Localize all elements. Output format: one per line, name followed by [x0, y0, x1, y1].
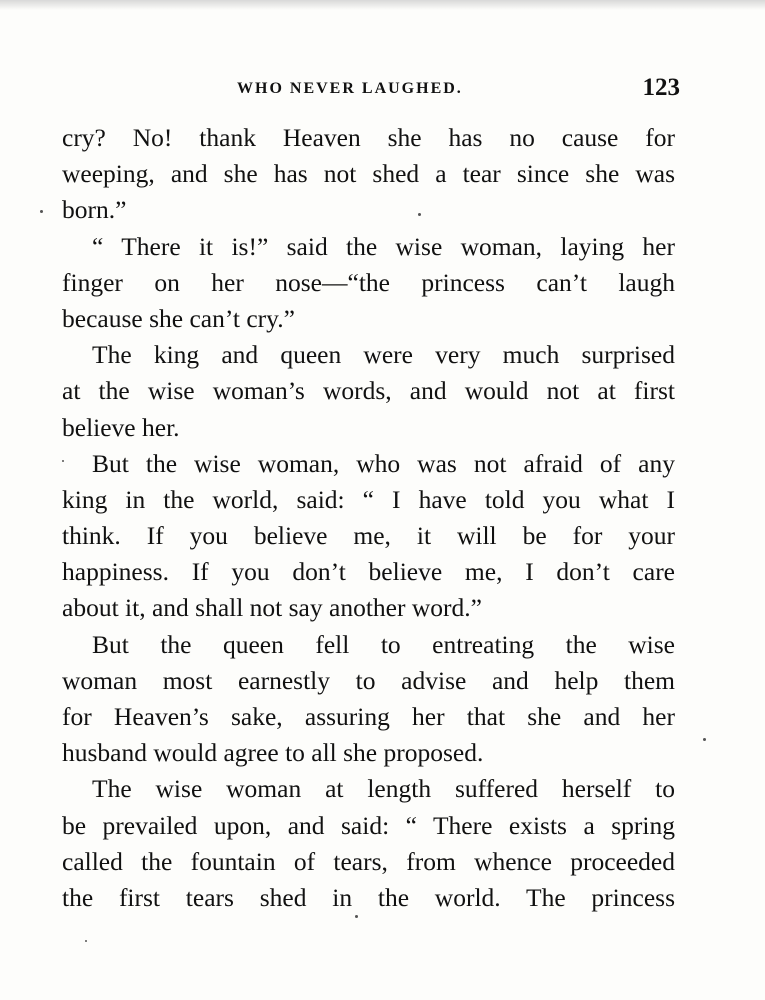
text-line: called the fountain of tears, from whence proceeded — [62, 846, 675, 876]
print-speck — [62, 460, 64, 462]
text-line: the first tears shed in the world. The princess — [62, 882, 675, 912]
text-line: think. If you believe me, it will be for your — [62, 521, 675, 551]
print-speck — [703, 738, 706, 741]
body-text — [62, 120, 675, 916]
print-speck — [355, 915, 358, 918]
text-line: weeping, and she has not shed a tear since she was — [62, 159, 675, 189]
text-line: for Heaven’s sake, assuring her that she and her — [62, 702, 675, 731]
text-line: finger on her nose—“the princess can’t laugh — [62, 267, 675, 297]
text-line: husband would agree to all she proposed. — [62, 738, 484, 768]
text-line: be prevailed upon, and said: “ There exists a spring — [62, 810, 675, 840]
page-top-edge — [0, 0, 765, 10]
text-line: “ There it is!” said the wise woman, laying her — [92, 231, 675, 261]
print-speck — [418, 213, 421, 216]
text-line: at the wise woman’s words, and would not at first — [62, 376, 675, 406]
print-speck — [85, 940, 87, 942]
text-line: believe her. — [62, 412, 180, 442]
page-header — [60, 74, 680, 108]
text-line: about it, and shall not say another word.” — [62, 593, 482, 623]
text-line: born.” — [62, 195, 127, 225]
text-line: The wise woman at length suffered herself to — [92, 774, 675, 804]
text-line: But the queen fell to entreating the wise — [92, 629, 675, 659]
text-line: But the wise woman, who was not afraid of any — [92, 448, 675, 478]
print-speck — [40, 210, 43, 213]
text-line: happiness. If you don’t believe me, I don’t care — [62, 557, 675, 587]
running-head: WHO NEVER LAUGHED. — [237, 80, 463, 97]
text-line: king in the world, said: “ I have told you what I — [62, 484, 675, 514]
text-line: because she can’t cry.” — [62, 303, 295, 333]
text-line: cry? No! thank Heaven she has no cause for — [62, 123, 675, 152]
text-line: woman most earnestly to advise and help them — [62, 665, 675, 695]
text-line: The king and queen were very much surprised — [92, 340, 675, 370]
page-number: 123 — [642, 74, 680, 101]
